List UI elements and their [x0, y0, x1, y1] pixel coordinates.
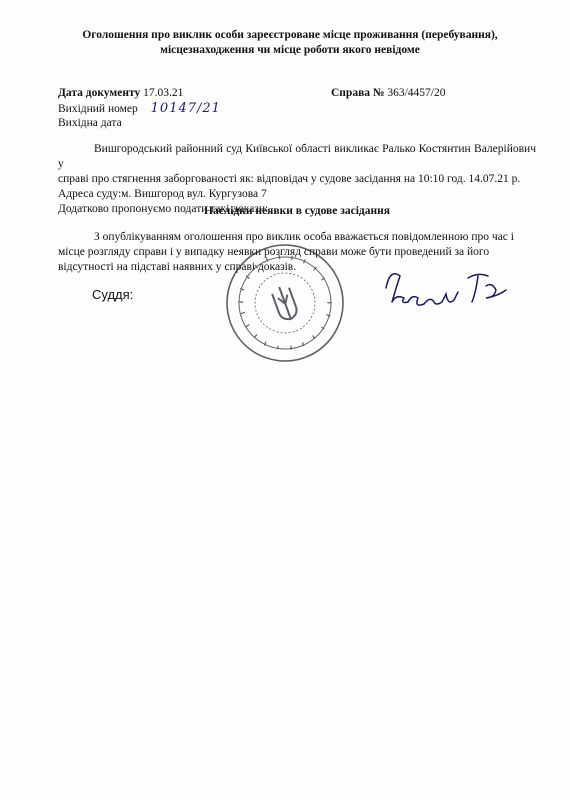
title-line-2: місцезнаходження чи місце роботи якого невідоме: [160, 44, 420, 56]
consequences-heading: Наслідки неявки в судове засідання: [204, 205, 390, 217]
document-date-label: Дата документу: [58, 87, 141, 99]
document-date-row: [58, 86, 183, 101]
outgoing-date-row: [58, 116, 122, 131]
judge-label: Суддя:: [92, 287, 134, 302]
outgoing-number-value: 10147/21: [150, 101, 221, 116]
summons-line-2: справі про стягнення заборгованості як: відповідач у судове засідання на 10:10 год. 14.07.21 р.: [58, 173, 521, 185]
document-title: [40, 28, 540, 58]
consequences-line-2: місце розгляду справи і у випадку неявки розгляд справи може бути проведений за його: [58, 246, 490, 258]
case-number-value: 363/4457/20: [387, 87, 446, 99]
consequences-line-3: відсутності на підставі наявних у справі доказів.: [58, 261, 297, 273]
title-line-1: Оголошення про виклик особи зареєстроване місце проживання (перебування),: [82, 29, 498, 41]
evidence-request: Додатково пропонуємо подати такі докази:: [58, 203, 269, 215]
case-number-label: Справа №: [331, 87, 385, 99]
outgoing-number-row: [58, 101, 221, 117]
summons-line-1: Вишгородський районний суд Київської області викликає Ралько Костянтин Валерійович у: [58, 143, 536, 170]
outgoing-date-label: Вихідна дата: [58, 117, 122, 129]
court-address: Адреса суду:м. Вишгород вул. Кургузова 7: [58, 188, 267, 200]
outgoing-number-label: Вихідний номер: [58, 103, 138, 115]
court-seal-stamp: [220, 238, 350, 373]
consequences-line-1: З опублікуванням оголошення про виклик особа вважається повідомленною про час і: [94, 231, 514, 243]
document-date-value: 17.03.21: [143, 87, 184, 99]
case-number-row: [331, 86, 445, 101]
judge-signature: [378, 258, 518, 323]
